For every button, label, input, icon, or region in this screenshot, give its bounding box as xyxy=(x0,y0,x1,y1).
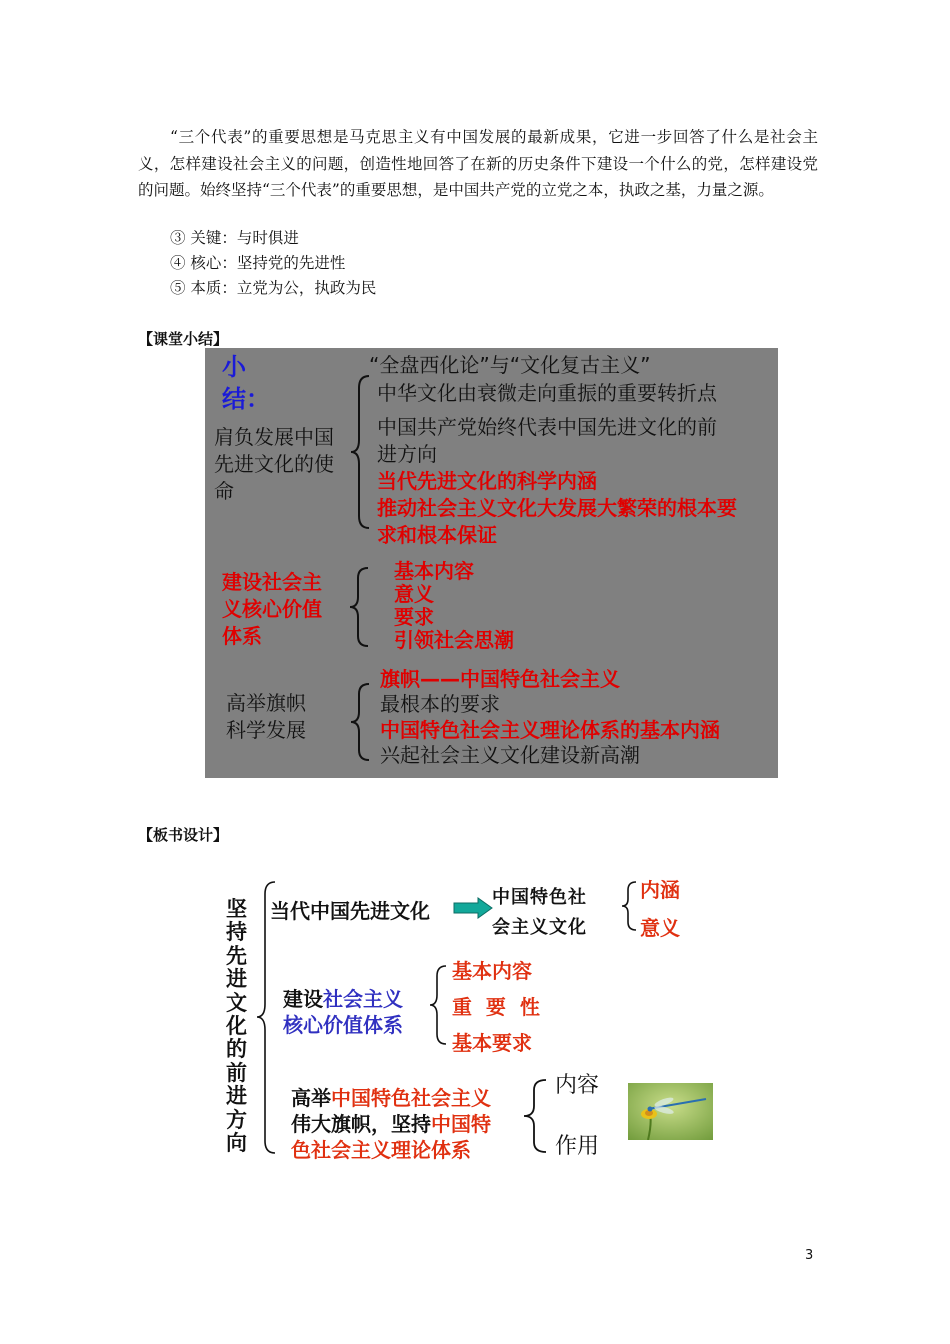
group2-brace xyxy=(348,566,370,648)
group2-line: 基本内容 xyxy=(394,559,474,583)
group3-title-line: 高举旗帜 xyxy=(226,691,306,715)
group1-title-line: 肩负发展中国 xyxy=(214,425,334,449)
summary-panel xyxy=(205,348,778,778)
list-item: ③ 关键：与时俱进 xyxy=(170,229,299,247)
summary-badge-line2: 结： xyxy=(222,385,270,413)
list-item: ⑤ 本质：立党为公，执政为民 xyxy=(170,279,377,297)
board-row3-right: 作用 xyxy=(555,1134,600,1159)
group2-title-line: 建设社会主 xyxy=(222,570,322,594)
page-number: 3 xyxy=(805,1248,814,1263)
board-heading: 【板书设计】 xyxy=(138,826,229,844)
board-row1-middle: 中国特色社 xyxy=(492,887,587,908)
board-row1-brace xyxy=(620,880,638,932)
board-row2-right: 重 要 性 xyxy=(452,995,540,1019)
group1-brace xyxy=(349,374,371,530)
board-row2-right: 基本要求 xyxy=(452,1031,532,1055)
board-row1-right: 意义 xyxy=(640,916,680,940)
summary-heading: 【课堂小结】 xyxy=(138,330,229,348)
dragonfly-image xyxy=(628,1083,713,1140)
group3-title-line: 科学发展 xyxy=(226,718,306,742)
group2-title-line: 义核心价值 xyxy=(222,597,322,621)
group1-title-line: 命 xyxy=(214,479,234,503)
group3-line: 中国特色社会主义理论体系的基本内涵 xyxy=(380,718,720,742)
board-row2-right: 基本内容 xyxy=(452,959,532,983)
board-row3-prefix: 高举 xyxy=(291,1086,331,1110)
group2-line: 要求 xyxy=(394,605,434,629)
group2-line: 意义 xyxy=(394,582,434,606)
board-row3-right: 内容 xyxy=(555,1073,600,1098)
board-row3-red: 中国特色社会主义 xyxy=(331,1086,491,1110)
summary-badge-line1: 小 xyxy=(222,353,246,381)
board-row2-left-line2: 核心价值体系 xyxy=(283,1013,403,1037)
board-row2-blue: 社会主义 xyxy=(323,987,403,1011)
board-row3-brace xyxy=(522,1078,548,1154)
group1-line: 推动社会主义文化大发展大繁荣的根本要 xyxy=(377,496,737,520)
group1-title-line: 先进文化的使 xyxy=(214,452,334,476)
board-row3-red: 中国特 xyxy=(431,1112,491,1136)
board-row1-left: 当代中国先进文化 xyxy=(270,899,430,923)
group1-line: 进方向 xyxy=(377,442,437,466)
board-row3-prefix: 伟大旗帜，坚持 xyxy=(291,1112,431,1136)
board-row3-line3: 色社会主义理论体系 xyxy=(291,1138,471,1162)
list-item: ④ 核心：坚持党的先进性 xyxy=(170,254,346,272)
board-row2-prefix: 建设 xyxy=(283,987,323,1011)
group3-line: 旗帜——中国特色社会主义 xyxy=(380,667,620,691)
group3-line: 最根本的要求 xyxy=(380,692,500,716)
group1-line: 中华文化由衰微走向重振的重要转折点 xyxy=(377,381,717,405)
group1-line: 当代先进文化的科学内涵 xyxy=(377,469,597,493)
group3-brace xyxy=(349,682,371,762)
board-row3-line1 xyxy=(291,1082,491,1111)
arrow-right-icon xyxy=(452,897,494,919)
group2-line: 引领社会思潮 xyxy=(394,628,514,652)
group1-line: 求和根本保证 xyxy=(377,523,497,547)
board-vertical-title: 坚持先进文化的前进方向 xyxy=(226,897,247,1156)
group3-line: 兴起社会主义文化建设新高潮 xyxy=(380,743,640,767)
group1-line: “全盘西化论”与“文化复古主义” xyxy=(369,353,651,377)
board-row2-left-line1 xyxy=(283,983,403,1012)
board-row3-line2 xyxy=(291,1108,491,1137)
group2-title-line: 体系 xyxy=(222,624,262,648)
board-row1-right: 内涵 xyxy=(640,878,680,902)
intro-paragraph: “三个代表”的重要思想是马克思主义有中国发展的最新成果，它进一步回答了什么是社会主义，怎样建设社会主义的问题，创造性地回答了在新的历史条件下建设一个什么的党，怎样建设党的问题。始终坚持“三个代表”的重要思想，是中国共产党的立党之本，执政之基，力量之源。 xyxy=(138,128,818,199)
board-row2-brace xyxy=(428,964,448,1046)
board-row1-middle: 会主义文化 xyxy=(492,917,587,938)
group1-line: 中国共产党始终代表中国先进文化的前 xyxy=(377,415,717,439)
